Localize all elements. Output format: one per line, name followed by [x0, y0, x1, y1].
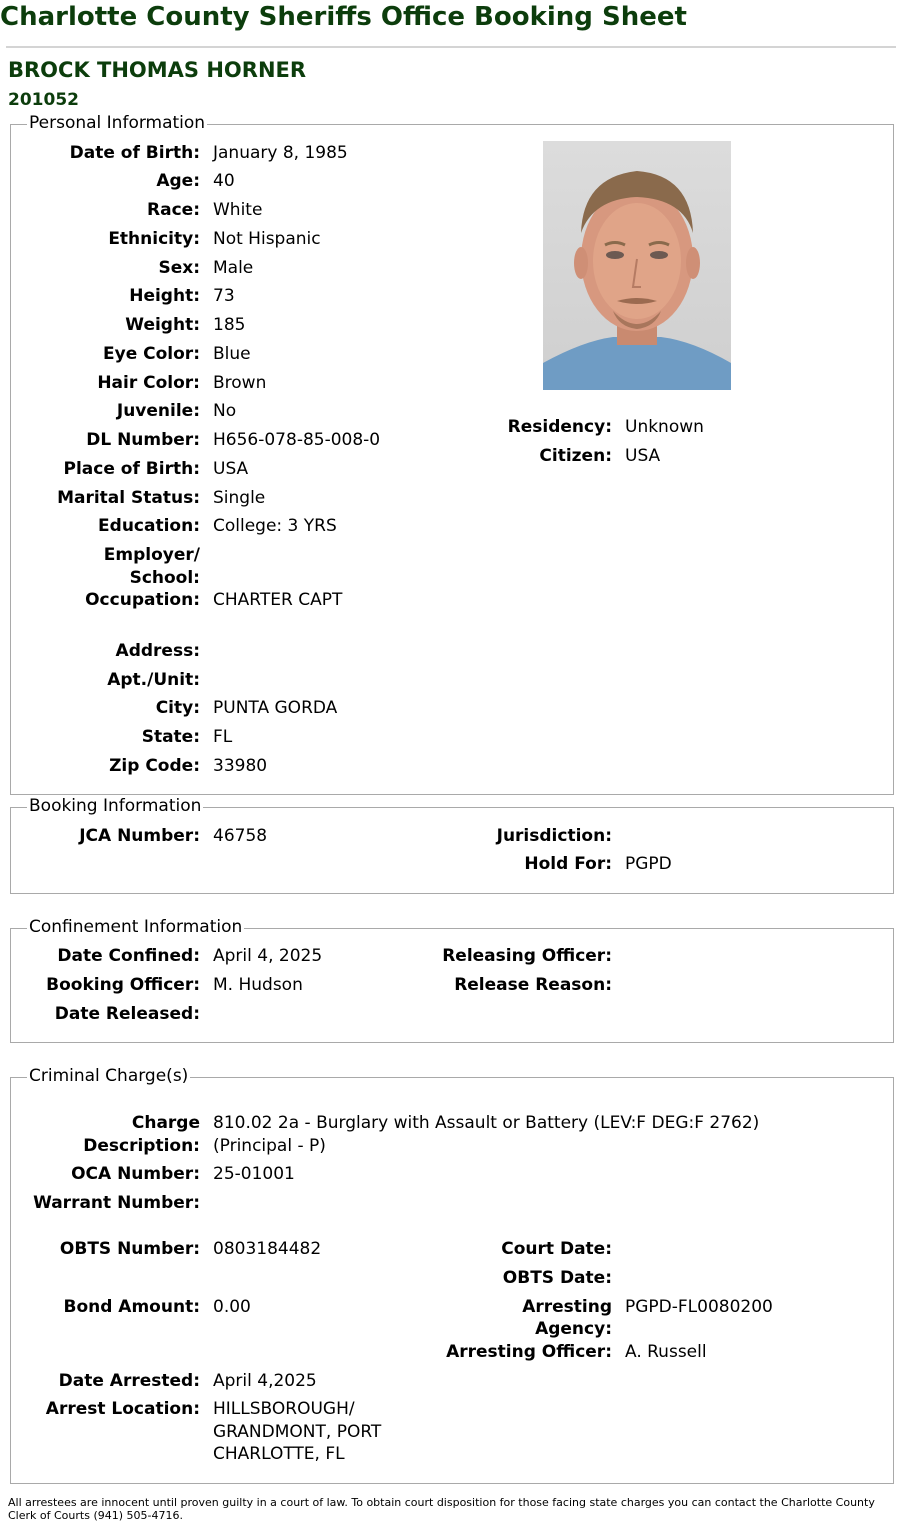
occupation-value: CHARTER CAPT: [213, 590, 343, 610]
personal-field-value: 73: [213, 286, 235, 306]
personal-field-label: Date of Birth:: [69, 143, 200, 163]
release-reason-label: Release Reason:: [454, 975, 612, 995]
legal-disclaimer: All arrestees are innocent until proven guilty in a court of law. To obtain court disposition for those facing state charges you can contact the Charlotte County Clerk of Courts (941) 505-4716.: [8, 1496, 875, 1522]
hold-for-label: Hold For:: [524, 854, 612, 874]
personal-field-value: January 8, 1985: [213, 143, 348, 163]
personal-field-label: Height:: [129, 286, 200, 306]
personal-field-label: Ethnicity:: [108, 229, 200, 249]
citizen-value: USA: [625, 446, 661, 466]
hold-for-value: PGPD: [625, 854, 672, 874]
booking-information-section: [10, 796, 894, 894]
arrest-location-label: Arrest Location:: [45, 1399, 200, 1419]
inmate-name: BROCK THOMAS HORNER: [8, 58, 307, 82]
personal-field-value: 40: [213, 171, 235, 191]
address-field-label: Zip Code:: [109, 756, 200, 776]
personal-field-value: Single: [213, 488, 266, 508]
arrest-location-line-2: GRANDMONT, PORT: [213, 1422, 382, 1442]
court-date-label: Court Date:: [501, 1239, 612, 1259]
personal-field-value: 185: [213, 315, 246, 335]
page-title: Charlotte County Sheriffs Office Booking Sheet: [0, 2, 687, 32]
personal-field-value: College: 3 YRS: [213, 516, 337, 536]
inmate-number: 201052: [8, 90, 79, 110]
date-arrested-label: Date Arrested:: [58, 1371, 200, 1391]
booking-officer-label: Booking Officer:: [46, 975, 200, 995]
date-arrested-value: April 4,2025: [213, 1371, 317, 1391]
warrant-number-label: Warrant Number:: [33, 1193, 200, 1213]
personal-field-value: Male: [213, 258, 254, 278]
occupation-label: Occupation:: [85, 590, 200, 610]
arresting-agency-value: PGPD-FL0080200: [625, 1297, 773, 1317]
personal-field-label: Juvenile:: [116, 401, 200, 421]
obts-date-label: OBTS Date:: [502, 1268, 612, 1288]
personal-field-value: USA: [213, 459, 249, 479]
date-confined-value: April 4, 2025: [213, 946, 323, 966]
charge-description-label-2: Description:: [83, 1136, 200, 1156]
arresting-agency-label-1: Arresting: [522, 1297, 612, 1317]
arrest-location-line-1: HILLSBOROUGH/: [213, 1399, 355, 1419]
personal-field-label: Race:: [147, 200, 200, 220]
booking-officer-value: M. Hudson: [213, 975, 303, 995]
mugshot-photo: [543, 141, 731, 390]
address-field-label: Apt./Unit:: [107, 670, 200, 690]
arrest-location-line-3: CHARLOTTE, FL: [213, 1444, 345, 1464]
criminal-charges-legend: Criminal Charge(s): [29, 1066, 189, 1086]
personal-field-value: Blue: [213, 344, 251, 364]
jca-number-label: JCA Number:: [79, 826, 200, 846]
personal-field-label: Marital Status:: [57, 488, 200, 508]
personal-field-label: Education:: [98, 516, 200, 536]
arresting-officer-label: Arresting Officer:: [446, 1342, 612, 1362]
confinement-information-legend: Confinement Information: [29, 917, 243, 937]
charge-description-label-1: Charge: [131, 1113, 200, 1133]
address-field-value: 33980: [213, 756, 268, 776]
personal-field-value: Not Hispanic: [213, 229, 321, 249]
oca-number-value: 25-01001: [213, 1164, 295, 1184]
personal-field-label: Eye Color:: [103, 344, 200, 364]
releasing-officer-label: Releasing Officer:: [442, 946, 612, 966]
personal-field-label: Weight:: [125, 315, 200, 335]
bond-amount-label: Bond Amount:: [63, 1297, 200, 1317]
obts-number-value: 0803184482: [213, 1239, 322, 1259]
personal-field-label: Place of Birth:: [63, 459, 200, 479]
address-field-label: City:: [155, 698, 200, 718]
charge-description-value-1: 810.02 2a - Burglary with Assault or Battery (LEV:F DEG:F 2762): [213, 1113, 760, 1133]
address-field-value: FL: [213, 727, 233, 747]
booking-information-legend: Booking Information: [29, 796, 202, 816]
employer-label-1: Employer/: [103, 545, 200, 565]
personal-information-legend: Personal Information: [29, 113, 206, 133]
arresting-agency-label-2: Agency:: [535, 1319, 612, 1339]
oca-number-label: OCA Number:: [71, 1164, 200, 1184]
charge-description-value-2: (Principal - P): [213, 1136, 326, 1156]
personal-field-value: H656-078-85-008-0: [213, 430, 381, 450]
jurisdiction-label: Jurisdiction:: [496, 826, 612, 846]
personal-field-label: Sex:: [158, 258, 200, 278]
personal-field-value: No: [213, 401, 237, 421]
citizen-label: Citizen:: [539, 446, 612, 466]
personal-field-value: Brown: [213, 373, 267, 393]
address-field-value: PUNTA GORDA: [213, 698, 338, 718]
date-released-label: Date Released:: [54, 1004, 200, 1024]
address-field-label: Address:: [115, 641, 200, 661]
personal-field-label: Hair Color:: [97, 373, 200, 393]
title-divider: [6, 46, 896, 48]
address-field-label: State:: [141, 727, 200, 747]
mugshot-image: [543, 141, 731, 390]
jca-number-value: 46758: [213, 826, 268, 846]
personal-field-value: White: [213, 200, 263, 220]
personal-field-label: DL Number:: [86, 430, 200, 450]
personal-field-label: Age:: [156, 171, 200, 191]
obts-number-label: OBTS Number:: [59, 1239, 200, 1259]
residency-label: Residency:: [507, 417, 612, 437]
arresting-officer-value: A. Russell: [625, 1342, 707, 1362]
residency-value: Unknown: [625, 417, 704, 437]
bond-amount-value: 0.00: [213, 1297, 251, 1317]
employer-label-2: School:: [129, 568, 200, 588]
date-confined-label: Date Confined:: [57, 946, 200, 966]
